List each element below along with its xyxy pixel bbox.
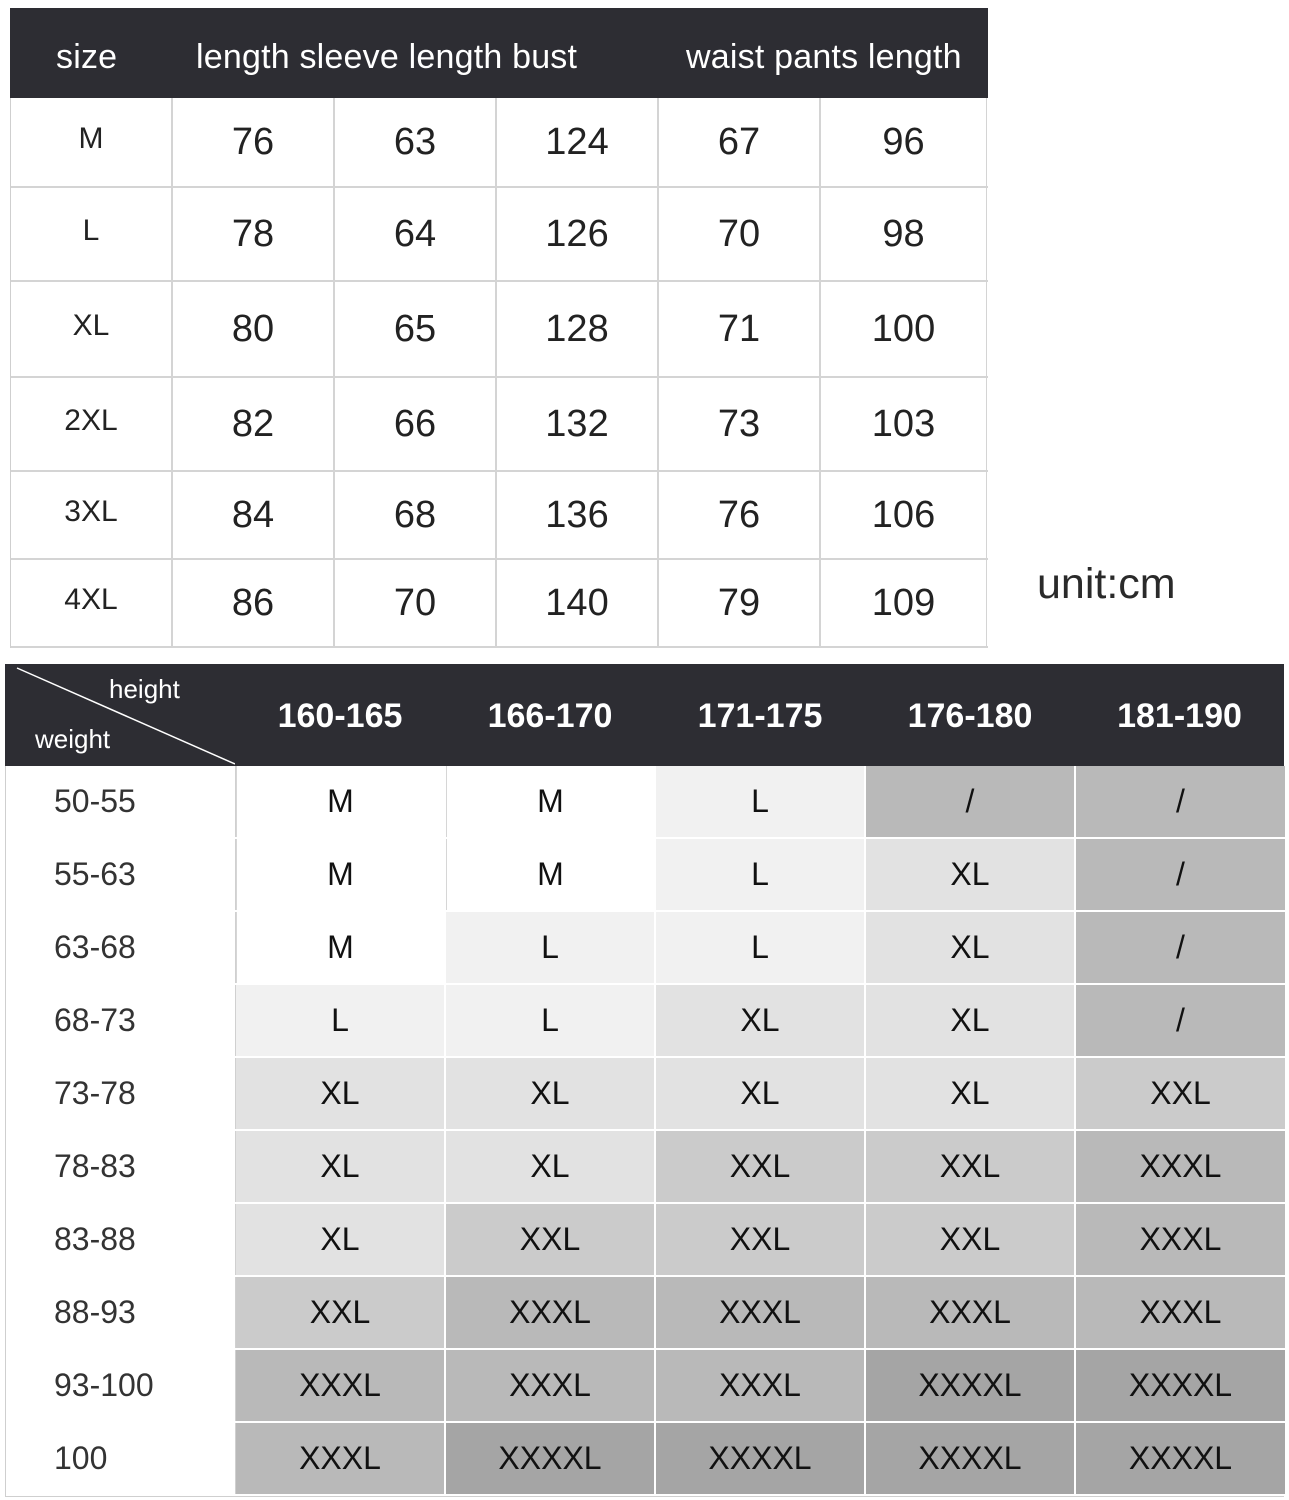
recommended-size-cell: M [236, 912, 446, 983]
recommendation-row [6, 1204, 1284, 1277]
size-cell: 2XL [11, 378, 173, 470]
measurement-cell: 84 [173, 472, 335, 558]
weight-range-cell: 55-63 [6, 839, 236, 910]
weight-range-cell: 83-88 [6, 1204, 236, 1275]
recommendation-row [6, 1277, 1284, 1350]
measurement-cell: 73 [659, 378, 821, 470]
height-range-header: 171-175 [697, 696, 823, 735]
recommended-size-cell: L [656, 766, 866, 837]
measurement-cell: 100 [821, 282, 987, 376]
recommended-size-cell: XXL [866, 1131, 1076, 1202]
recommended-size-cell: / [1076, 766, 1285, 837]
recommended-size-cell: XXXL [1076, 1131, 1285, 1202]
height-range-header: 181-190 [1117, 696, 1242, 735]
recommended-size-cell: XL [866, 1058, 1076, 1129]
size-cell: 4XL [11, 560, 173, 646]
height-range-header: 176-180 [907, 696, 1033, 735]
recommendation-row [6, 1131, 1284, 1204]
measurement-cell: 71 [659, 282, 821, 376]
recommended-size-cell: M [236, 766, 446, 837]
measurement-cell: 67 [659, 98, 821, 186]
recommendation-row [6, 1423, 1284, 1496]
recommended-size-cell: XXL [1076, 1058, 1285, 1129]
recommended-size-cell: XXXL [446, 1350, 656, 1421]
recommended-size-cell: XXXL [656, 1277, 866, 1348]
size-cell: 3XL [11, 472, 173, 558]
recommended-size-cell: M [446, 839, 656, 910]
recommended-size-cell: M [236, 839, 446, 910]
recommended-size-cell: XL [236, 1131, 446, 1202]
recommended-size-cell: XL [866, 839, 1076, 910]
recommended-size-cell: XXL [656, 1131, 866, 1202]
recommended-size-cell: XL [656, 1058, 866, 1129]
measurement-cell: 106 [821, 472, 987, 558]
recommended-size-cell: XXXL [866, 1277, 1076, 1348]
measurement-cell: 140 [497, 560, 659, 646]
measurement-cell: 70 [659, 188, 821, 280]
recommendation-row [6, 1058, 1284, 1131]
recommended-size-cell: XXL [656, 1204, 866, 1275]
measurement-cell: 68 [335, 472, 497, 558]
recommendation-row [6, 1350, 1284, 1423]
recommended-size-cell: XXXL [236, 1350, 446, 1421]
measurement-cell: 86 [173, 560, 335, 646]
recommended-size-cell: XL [236, 1204, 446, 1275]
recommended-size-cell: / [866, 766, 1076, 837]
measurement-cell: 109 [821, 560, 987, 646]
measurement-row [11, 282, 988, 378]
weight-range-cell: 78-83 [6, 1131, 236, 1202]
recommended-size-cell: L [446, 912, 656, 983]
measurement-cell: 103 [821, 378, 987, 470]
measurement-cell: 96 [821, 98, 987, 186]
recommended-size-cell: XXXXL [1076, 1350, 1285, 1421]
recommended-size-cell: M [446, 766, 656, 837]
weight-range-cell: 100 [6, 1423, 236, 1494]
measurement-table-header [10, 8, 988, 98]
header-corner [5, 664, 235, 766]
measurement-cell: 79 [659, 560, 821, 646]
recommended-size-cell: XL [446, 1058, 656, 1129]
recommendation-row [6, 912, 1284, 985]
recommended-size-cell: XXL [866, 1204, 1076, 1275]
measurement-cell: 80 [173, 282, 335, 376]
size-cell: L [11, 188, 173, 280]
weight-range-cell: 73-78 [6, 1058, 236, 1129]
header-size: size [56, 38, 118, 76]
measurement-cell: 128 [497, 282, 659, 376]
header-waist-pants: waist pants length [686, 38, 962, 76]
recommended-size-cell: XXXXL [866, 1423, 1076, 1494]
measurement-cell: 63 [335, 98, 497, 186]
measurement-table-body [10, 98, 988, 648]
measurement-row [11, 560, 988, 648]
corner-weight-label: weight [35, 724, 111, 754]
measurement-cell: 64 [335, 188, 497, 280]
recommended-size-cell: / [1076, 839, 1285, 910]
recommended-size-cell: / [1076, 985, 1285, 1056]
header-length-sleeve-bust: length sleeve length bust [196, 38, 578, 76]
size-cell: M [11, 98, 173, 186]
measurement-row [11, 98, 988, 188]
recommendation-row [6, 985, 1284, 1058]
recommendation-table-header [5, 664, 1284, 766]
recommended-size-cell: XXL [236, 1277, 446, 1348]
measurement-cell: 136 [497, 472, 659, 558]
measurement-row [11, 378, 988, 472]
weight-range-cell: 93-100 [6, 1350, 236, 1421]
measurement-cell: 98 [821, 188, 987, 280]
size-recommendation-table [5, 664, 1284, 1497]
measurement-cell: 126 [497, 188, 659, 280]
recommended-size-cell: XXL [446, 1204, 656, 1275]
measurement-cell: 132 [497, 378, 659, 470]
measurement-cell: 82 [173, 378, 335, 470]
recommended-size-cell: XXXXL [656, 1423, 866, 1494]
recommended-size-cell: XL [656, 985, 866, 1056]
recommended-size-cell: XXXXL [866, 1350, 1076, 1421]
measurement-cell: 76 [659, 472, 821, 558]
measurement-cell: 124 [497, 98, 659, 186]
recommended-size-cell: XXXL [236, 1423, 446, 1494]
recommendation-row [6, 766, 1284, 839]
weight-range-cell: 88-93 [6, 1277, 236, 1348]
measurement-cell: 76 [173, 98, 335, 186]
measurement-cell: 65 [335, 282, 497, 376]
recommended-size-cell: XXXL [1076, 1204, 1285, 1275]
measurement-cell: 78 [173, 188, 335, 280]
recommended-size-cell: / [1076, 912, 1285, 983]
height-range-header: 166-170 [487, 696, 613, 735]
recommended-size-cell: XL [866, 985, 1076, 1056]
weight-range-cell: 63-68 [6, 912, 236, 983]
recommended-size-cell: L [236, 985, 446, 1056]
recommended-size-cell: XXXXL [446, 1423, 656, 1494]
measurement-row [11, 188, 988, 282]
recommended-size-cell: XXXL [1076, 1277, 1285, 1348]
size-cell: XL [11, 282, 173, 376]
unit-note: unit:cm [1037, 560, 1176, 608]
recommended-size-cell: L [656, 912, 866, 983]
recommended-size-cell: L [656, 839, 866, 910]
corner-height-label: height [109, 674, 180, 704]
measurement-cell: 66 [335, 378, 497, 470]
recommended-size-cell: XL [236, 1058, 446, 1129]
recommended-size-cell: XXXL [446, 1277, 656, 1348]
weight-range-cell: 68-73 [6, 985, 236, 1056]
recommendation-table-body [5, 766, 1284, 1497]
height-range-header: 160-165 [277, 696, 403, 735]
recommendation-row [6, 839, 1284, 912]
recommended-size-cell: XL [446, 1131, 656, 1202]
measurement-cell: 70 [335, 560, 497, 646]
recommended-size-cell: L [446, 985, 656, 1056]
measurement-row [11, 472, 988, 560]
measurement-table [10, 8, 988, 648]
recommended-size-cell: XL [866, 912, 1076, 983]
weight-range-cell: 50-55 [6, 766, 236, 837]
recommended-size-cell: XXXXL [1076, 1423, 1285, 1494]
recommended-size-cell: XXXL [656, 1350, 866, 1421]
